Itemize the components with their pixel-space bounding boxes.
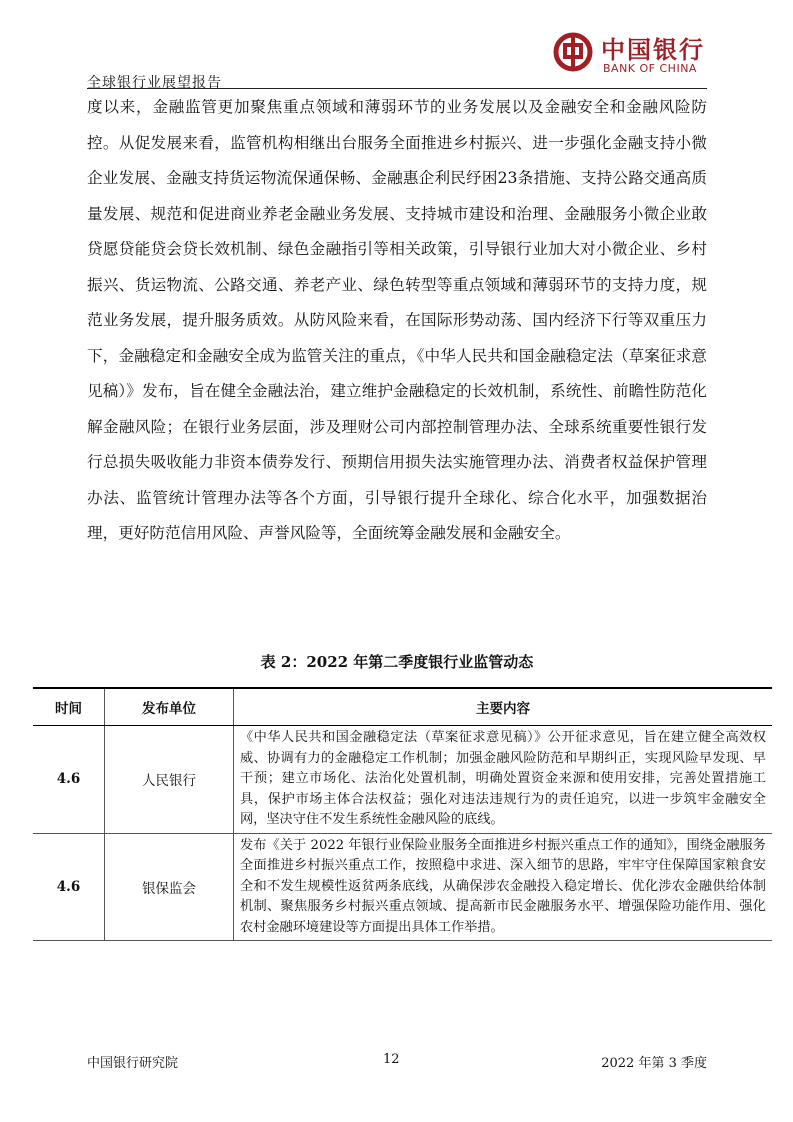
table-row <box>33 726 772 834</box>
row-org: 人民银行 <box>105 726 234 834</box>
table-header-row <box>33 688 772 726</box>
table-caption: 表 2：2022 年第二季度银行业监管动态 <box>260 653 534 671</box>
footer-quarter: 2022 年第 3 季度 <box>601 1056 707 1071</box>
bank-logo <box>547 28 707 80</box>
table-row <box>33 833 772 941</box>
regulation-table <box>33 687 772 941</box>
footer-institute: 中国银行研究院 <box>87 1056 179 1071</box>
body-paragraph: 度以来，金融监管更加聚焦重点领域和薄弱环节的业务发展以及金融安全和金融风险防控。从促发展来看，监管机构相继出台服务全面推进乡村振兴、进一步强化金融支持小微企业发展、金融支持货运物流保通保畅、金融惠企利民纾困23条措施、支持公路交通高质量发展、规范和促进商业养老金融业务发展、支持城市建设和治理、金融服务小微企业敢贷愿贷能贷会贷长效机制、绿色金融指引等相关政策，引导银行业加大对小微企业、乡村振兴、货运物流、公路交通、养老产业、绿色转型等重点领域和薄弱环节的支持力度，规范业务发展，提升服务质效。从防风险来看，在国际形势动荡、国内经济下行等双重压力下，金融稳定和金融安全成为监管关注的重点，《中华人民共和国金融稳定法（草案征求意见稿）》发布，旨在健全金融法治，建立维护金融稳定的长效机制，系统性、前瞻性防范化解金融风险；在银行业务层面，涉及理财公司内部控制管理办法、全球系统重要性银行发行总损失吸收能力非资本债券发行、预期信用损失法实施管理办法、消费者权益保护管理办法、监管统计管理办法等各个方面，引导银行提升全球化、综合化水平，加强数据治理，更好防范信用风险、声誉风险等，全面统筹金融发展和金融安全。 <box>87 98 707 542</box>
row-org: 银保监会 <box>105 833 234 941</box>
report-title: 全球银行业展望报告 <box>87 75 222 91</box>
row-date: 4.6 <box>33 833 105 941</box>
logo-chinese-name: 中国银行 <box>601 36 705 64</box>
bank-of-china-emblem-icon <box>553 32 593 72</box>
page-number: 12 <box>383 1052 400 1067</box>
body-text <box>87 90 707 552</box>
row-date: 4.6 <box>33 726 105 834</box>
row-content: 《中华人民共和国金融稳定法（草案征求意见稿）》公开征求意见，旨在建立健全高效权威、协调有力的金融稳定工作机制；加强金融风险防范和早期纠正，实现风险早发现、早干预；建立市场化、法治化处置机制，明确处置资金来源和使用安排，完善处置措施工具，保护市场主体合法权益；强化对违法违规行为的责任追究，以进一步筑牢金融安全网，坚决守住不发生系统性金融风险的底线。 <box>234 726 773 834</box>
logo-english-name: BANK OF CHINA <box>603 62 697 75</box>
header-content: 主要内容 <box>234 688 773 726</box>
header-date: 时间 <box>33 688 105 726</box>
header-org: 发布单位 <box>105 688 234 726</box>
header-divider <box>87 88 707 89</box>
row-content: 发布《关于 2022 年银行业保险业服务全面推进乡村振兴重点工作的通知》，围绕金融服务全面推进乡村振兴重点工作，按照稳中求进、深入细节的思路，牢牢守住保障国家粮食安全和不发生规模性返贫两条底线，从确保涉农金融投入稳定增长、优化涉农金融供给体制机制、聚焦服务乡村振兴重点领域、提高新市民金融服务水平、增强保险功能作用、强化农村金融环境建设等方面提出具体工作举措。 <box>234 833 773 941</box>
page-header <box>87 28 707 91</box>
